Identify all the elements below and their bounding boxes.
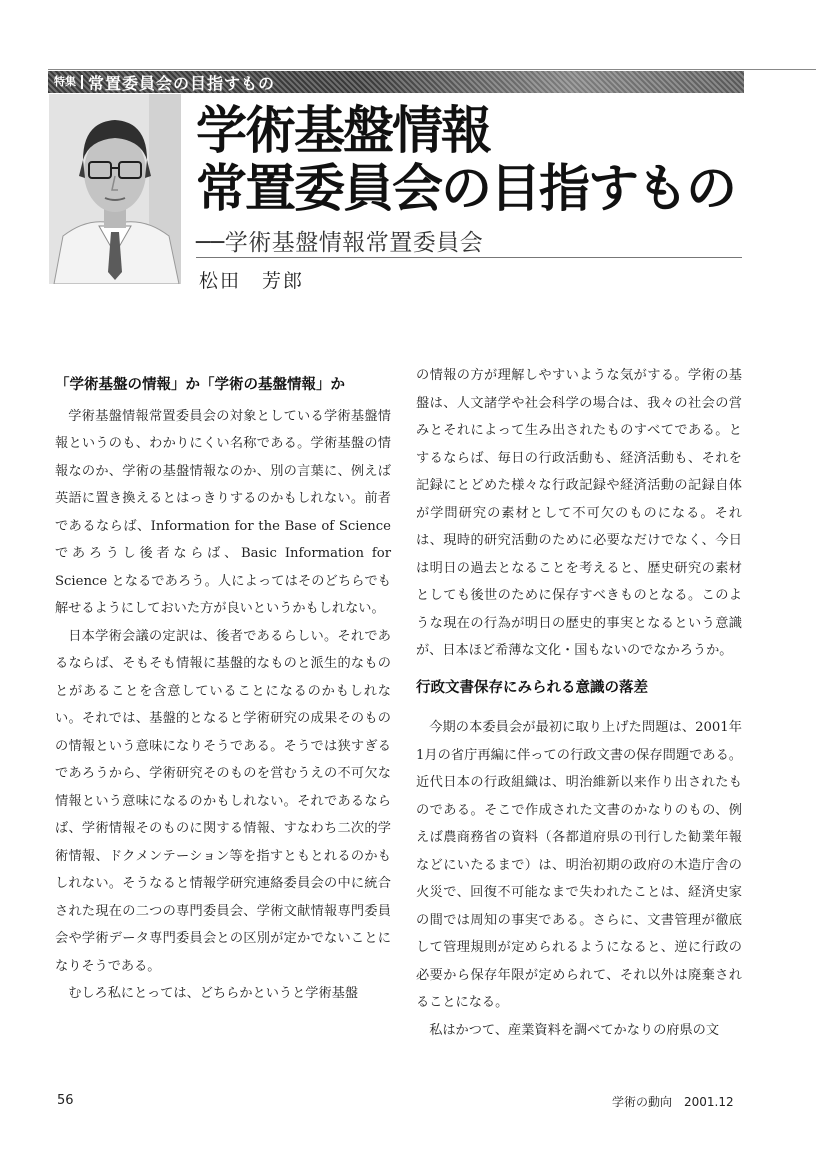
section-heading: 「学術基盤の情報」か「学術の基盤情報」か: [55, 377, 345, 393]
article-title-line-1: 学術基盤情報: [196, 101, 491, 161]
article-title: [196, 102, 735, 218]
right-column: [416, 362, 742, 1044]
body-paragraph: むしろ私にとっては、どちらかというと学術基盤: [68, 986, 359, 1001]
feature-banner: [48, 71, 744, 93]
author-portrait-image: [49, 94, 181, 284]
section-heading: 行政文書保存にみられる意識の落差: [416, 679, 648, 696]
banner-title: 常置委員会の目指すもの: [88, 73, 276, 93]
article-title-line-2: 常置委員会の目指すもの: [196, 159, 736, 219]
left-column: [55, 362, 391, 1008]
page-number: 56: [57, 1093, 74, 1108]
banner-gradient: [364, 71, 744, 93]
header-rule: [48, 69, 816, 70]
body-paragraph: 今期の本委員会が最初に取り上げた問題は、2001年1月の省庁再編に伴っての行政文書の保存問題である。近代日本の行政組織は、明治維新以来作り出されたものである。そこで作成された文書のかなりのもの、例えば農商務省の資料（各都道府県の刊行した勧業年報などにいたるまで）は、明治初期の政府の木造庁舎の火災で、回復不可能なまで失われたことは、経済史家の間では周知の事実である。さらに、文書管理が徹底して管理規則が定められるようになると、逆に行政の必要から保存年限が定められて、それ以外は廃棄されることになる。: [416, 720, 742, 1010]
article-subtitle: ──学術基盤情報常置委員会: [196, 230, 484, 256]
body-paragraph: 日本学術会議の定訳は、後者であるらしい。それであるならば、そもそも情報に基盤的なものと派生的なものとがあることを含意していることになるのかもしれない。それでは、基盤的となると学術研究の成果そのものの情報という意味になりそうである。そうでは狭すぎるであろうから、学術研究そのものを営むうえの不可欠な情報という意味になるのかもしれない。それであるならば、学術情報そのものに関する情報、すなわち二次的学術情報、ドクメンテーション等を指すともとれるのかもしれない。そうなると情報学研究連絡委員会の中に統合された現在の二つの専門委員会、学術文献情報専門委員会や学術データ専門委員会との区別が定かでないことになりそうである。: [55, 628, 391, 974]
body-paragraph: 学術基盤情報常置委員会の対象としている学術基盤情報というのも、わかりにくい名称である。学術基盤の情報なのか、学術の基盤情報なのか、別の言葉に、例えば英語に置き換えるとはっきりするのかもしれない。前者であるならば、Information for the Base of Science であろうし後者ならば、Basic Information for Science となるであろう。人によってはそのどちらでも解せるようにしておいた方が良いというかもしれない。: [55, 408, 391, 616]
author-name: 松田 芳郎: [199, 270, 305, 292]
feature-tag: 特集: [54, 75, 83, 89]
body-paragraph: の情報の方が理解しやすいような気がする。学術の基盤は、人文諸学や社会科学の場合は、我々の社会の営みとそれによって生み出されたものすべてである。とするならば、毎日の行政活動も、経済活動も、それを記録にとどめた様々な行政記録や経済活動の記録自体が学問研究の素材として不可欠のものになる。それは、現時的研究活動のために必要なだけでなく、今日は明日の過去となることを考えると、歴史研究の素材としても後世のために保存すべきものとなる。このような現在の行為が明日の歴史的事実となるという意識が、日本ほど希薄な文化・国もないのでなかろうか。: [416, 368, 742, 658]
body-paragraph: 私はかつて、産業資料を調べてかなりの府県の文: [429, 1022, 720, 1038]
publication-info: 学術の動向 2001.12: [612, 1095, 734, 1109]
title-divider: [196, 257, 742, 258]
author-photo: [49, 94, 181, 284]
